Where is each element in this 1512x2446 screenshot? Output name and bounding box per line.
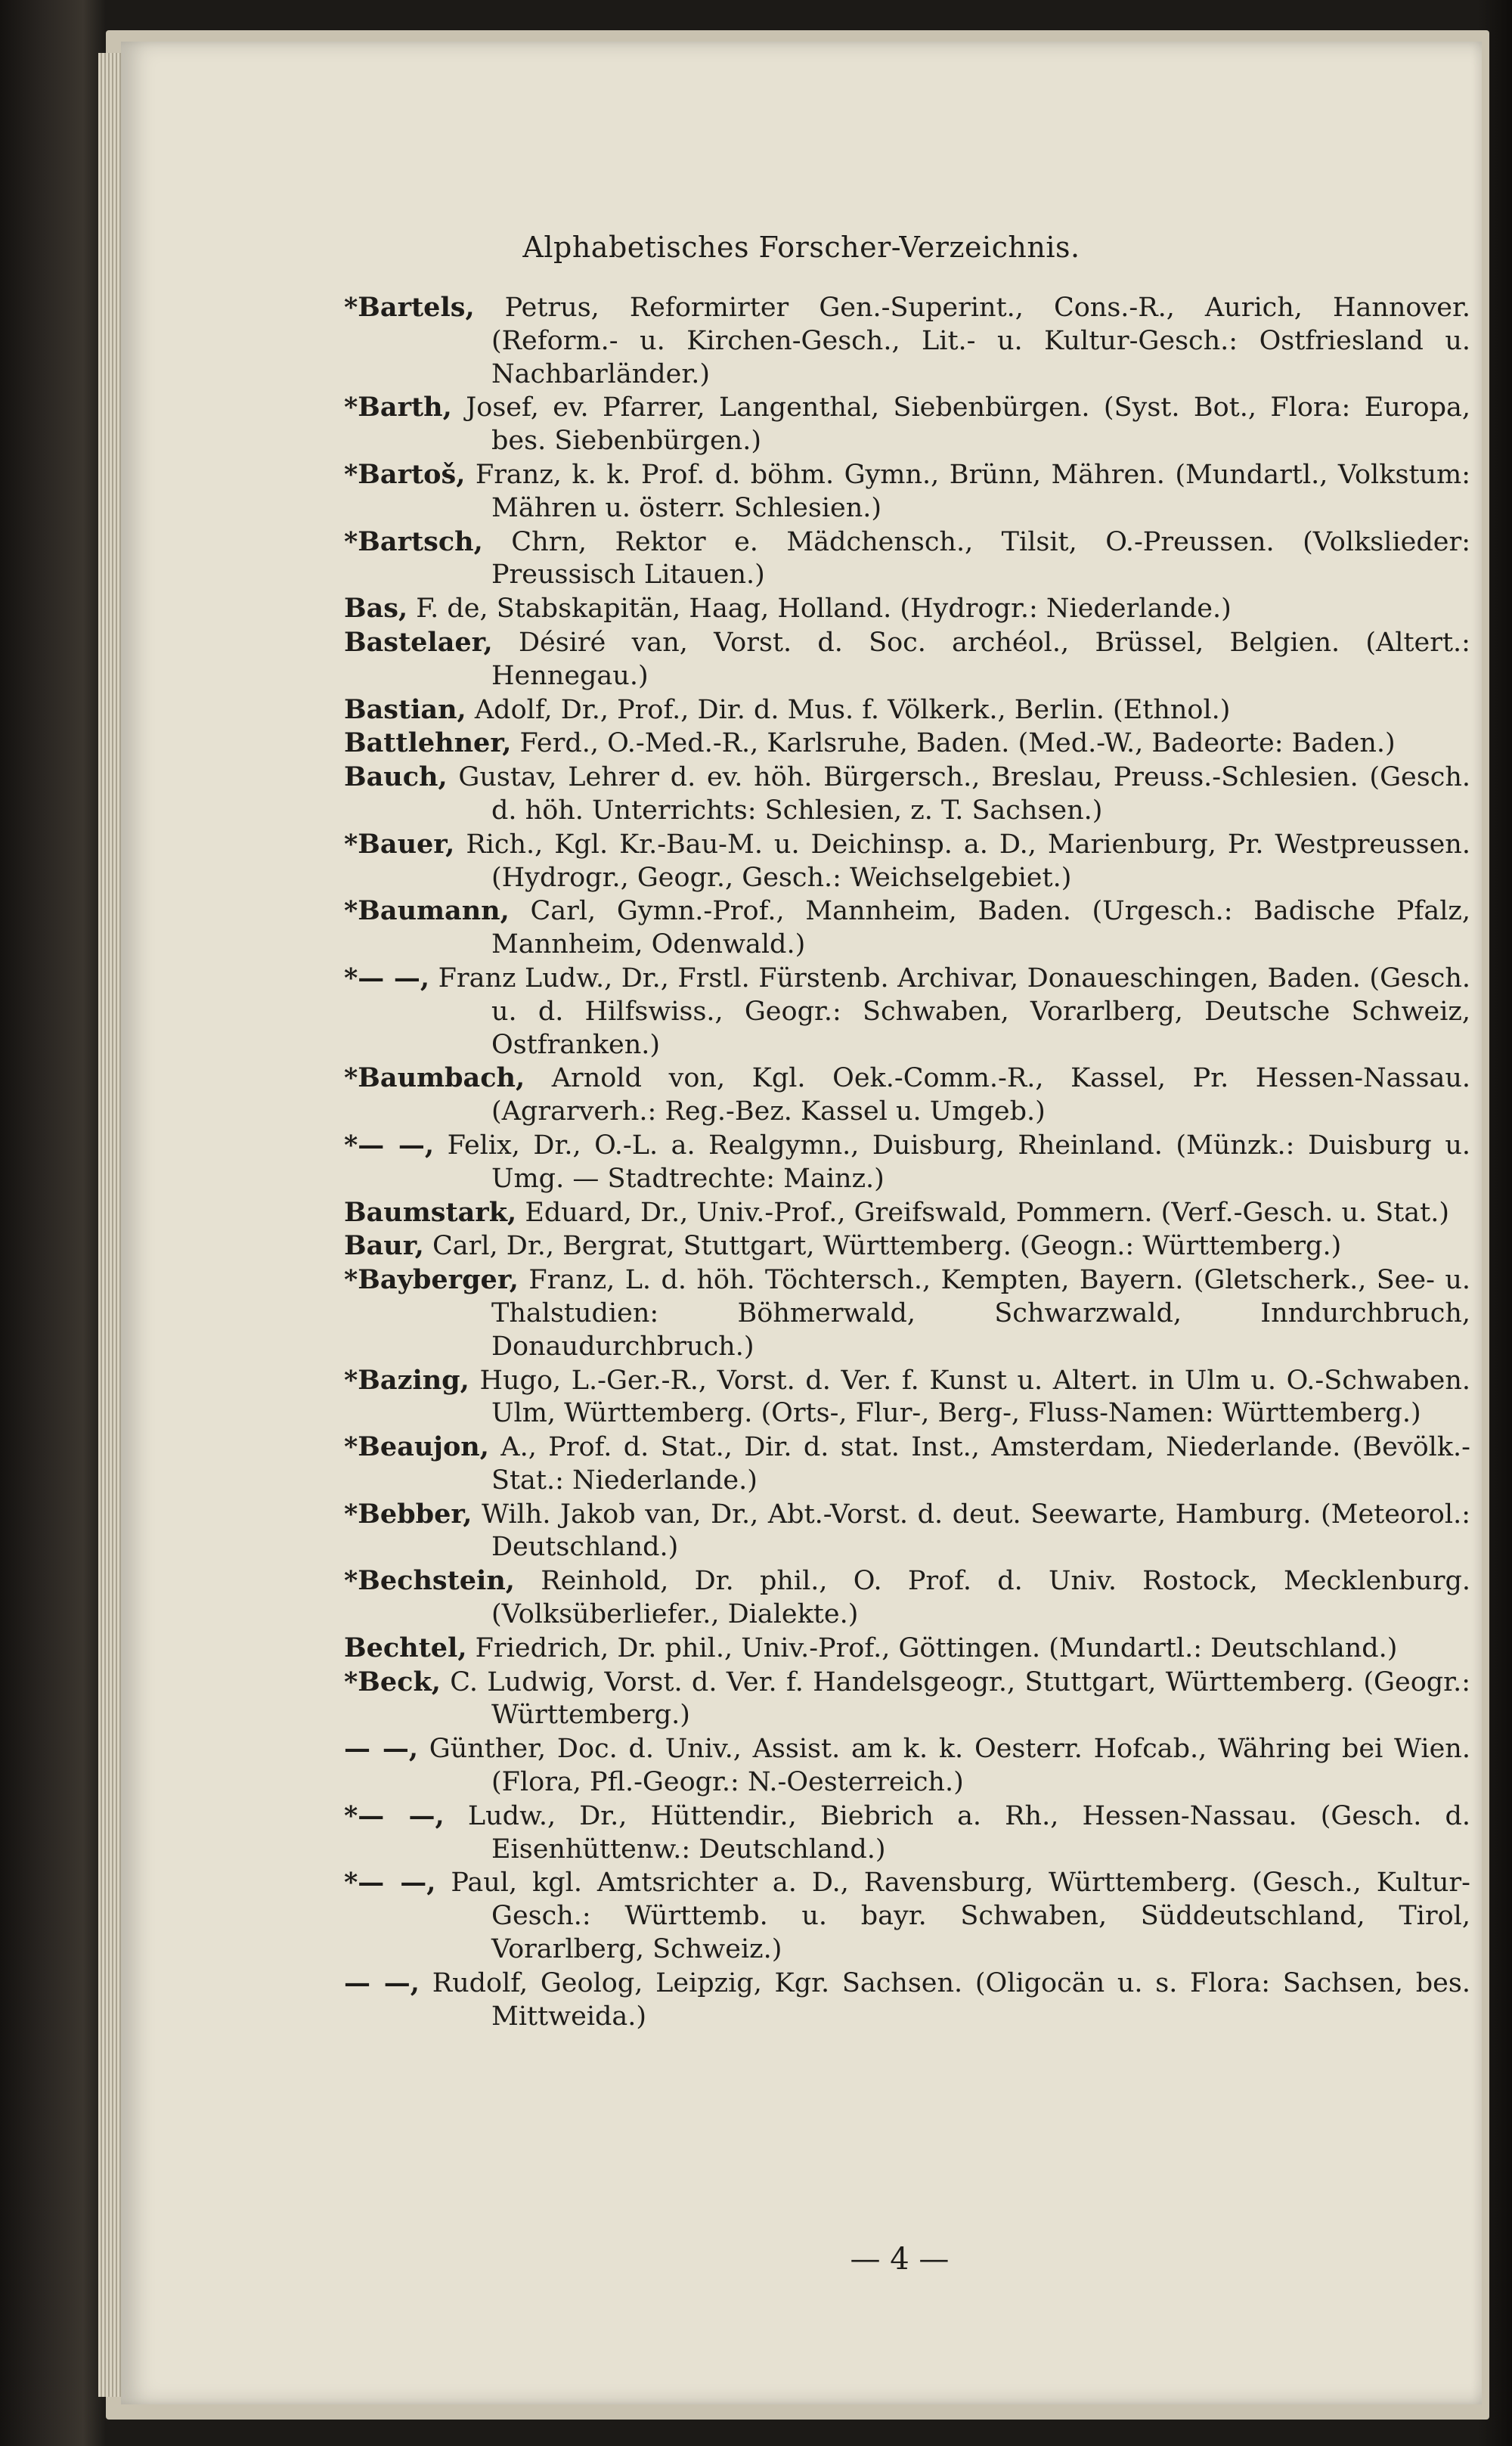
entry-text: Rich., Kgl. Kr.-Bau-M. u. Deichinsp. a. D., Marienburg, Pr. Westpreussen. (Hydrogr., Geogr., Gesch.: Weichselgebiet.) [466,829,1470,893]
entry-name: *— —, [344,1867,436,1899]
list-item [344,828,1470,895]
entry-name: Battlehner, [344,727,512,759]
entry-text: Carl, Gymn.-Prof., Mannheim, Baden. (Urgesch.: Badische Pfalz, Mannheim, Odenwald.) [491,896,1470,960]
list-item [344,1632,1470,1666]
list-item [344,1263,1470,1363]
list-item [344,1564,1470,1632]
page-number: — 4 — [850,2242,950,2277]
entry-list [344,291,1470,2033]
list-item [344,1967,1470,2034]
list-item [344,626,1470,693]
entry-name: Bechtel, [344,1632,467,1663]
entry-name: *Bartsch, [344,525,483,557]
entry-text: Arnold von, Kgl. Oek.-Comm.-R., Kassel, Pr. Hessen-Nassau. (Agrarverh.: Reg.-Bez. Kassel u. Umgeb.) [491,1063,1470,1127]
entry-text: Reinhold, Dr. phil., O. Prof. d. Univ. Rostock, Mecklenburg. (Volksüberliefer., Dialekte.) [491,1566,1470,1630]
entry-text: A., Prof. d. Stat., Dir. d. stat. Inst., Amsterdam, Niederlande. (Bevölk.-Stat.: Niederlande.) [491,1432,1470,1496]
entry-name: Bauch, [344,761,448,793]
entry-text: Petrus, Reformirter Gen.-Superint., Cons.-R., Aurich, Hannover. (Reform.- u. Kirchen-Gesch., Lit.- u. Kultur-Gesch.: Ostfriesland u. Nachbarländer.) [491,293,1470,389]
entry-name: Baur, [344,1230,424,1262]
entry-name: *Bebber, [344,1498,472,1530]
entry-text: Chrn, Rektor e. Mädchensch., Tilsit, O.-Preussen. (Volkslieder: Preussisch Litauen.) [491,526,1470,591]
entry-text: Franz, L. d. höh. Töchtersch., Kempten, Bayern. (Gletscherk., See- u. Thalstudien: Böhmerwald, Schwarzwald, Inndurchbruch, Donaudurchbruch.) [491,1265,1470,1362]
list-item [344,693,1470,727]
entry-text: Günther, Doc. d. Univ., Assist. am k. k. Oesterr. Hofcab., Währing bei Wien. (Flora, Pfl.-Geogr.: N.-Oesterreich.) [429,1734,1470,1798]
list-item [344,1062,1470,1129]
list-item [344,291,1470,391]
page-header: Alphabetisches Forscher-Verzeichnis. [522,231,1080,264]
entry-text: Hugo, L.-Ger.-R., Vorst. d. Ver. f. Kunst u. Altert. in Ulm u. O.-Schwaben. Ulm, Württemberg. (Orts-, Flur-, Berg-, Fluss-Namen: Württemberg.) [479,1365,1470,1429]
list-item [344,592,1470,626]
entry-text: Franz, k. k. Prof. d. böhm. Gymn., Brünn, Mähren. (Mundartl., Volkstum: Mähren u. österr. Schlesien.) [475,459,1470,523]
entry-name: *Beck, [344,1666,441,1697]
list-item [344,458,1470,525]
list-item [344,1196,1470,1230]
entry-text: Carl, Dr., Bergrat, Stuttgart, Württemberg. (Geogn.: Württemberg.) [432,1231,1342,1262]
entry-name: *— —, [344,1800,445,1831]
entry-text: Josef, ev. Pfarrer, Langenthal, Siebenbürgen. (Syst. Bot., Flora: Europa, bes. Siebenbürgen.) [466,392,1470,457]
entry-name: Bastian, [344,693,466,725]
entry-text: Rudolf, Geolog, Leipzig, Kgr. Sachsen. (Oligocän u. s. Flora: Sachsen, bes. Mittweida.) [432,1967,1470,2032]
list-item [344,962,1470,1062]
list-item [344,894,1470,962]
entry-name: *Bechstein, [344,1565,515,1597]
list-item [344,761,1470,828]
list-item [344,525,1470,593]
entry-text: Wilh. Jakob van, Dr., Abt.-Vorst. d. deut. Seewarte, Hamburg. (Meteorol.: Deutschland.) [482,1499,1470,1563]
entry-text: Gustav, Lehrer d. ev. höh. Bürgersch., Breslau, Preuss.-Schlesien. (Gesch. d. höh. Unterrichts: Schlesien, z. T. Sachsen.) [458,762,1470,826]
entry-text: Adolf, Dr., Prof., Dir. d. Mus. f. Völkerk., Berlin. (Ethnol.) [474,694,1231,725]
list-item [344,391,1470,458]
book-page [121,42,1482,2404]
entry-name: *Bauer, [344,828,455,860]
entry-text: Friedrich, Dr. phil., Univ.-Prof., Göttingen. (Mundartl.: Deutschland.) [475,1632,1398,1663]
entry-text: Felix, Dr., O.-L. a. Realgymn., Duisburg, Rheinland. (Münzk.: Duisburg u. Umg. — Stadtrechte: Mainz.) [447,1130,1470,1194]
entry-name: *— —, [344,962,430,994]
list-item [344,1129,1470,1196]
entry-name: *Bazing, [344,1364,469,1396]
entry-text: Eduard, Dr., Univ.-Prof., Greifswald, Pommern. (Verf.-Gesch. u. Stat.) [525,1197,1450,1228]
entry-text: Ludw., Dr., Hüttendir., Biebrich a. Rh., Hessen-Nassau. (Gesch. d. Eisenhüttenw.: Deutschland.) [467,1800,1470,1865]
entry-text: Ferd., O.-Med.-R., Karlsruhe, Baden. (Med.-W., Badeorte: Baden.) [519,728,1396,759]
list-item [344,1666,1470,1733]
entry-name: *Baumann, [344,895,510,927]
list-item [344,1866,1470,1966]
entry-name: *— —, [344,1129,435,1161]
entry-name: — —, [344,1967,420,1998]
entry-text: Désiré van, Vorst. d. Soc. archéol., Brüssel, Belgien. (Altert.: Hennegau.) [491,627,1470,691]
entry-name: *Barth, [344,392,452,423]
entry-name: Baumstark, [344,1196,517,1228]
entry-name: Bastelaer, [344,626,493,658]
entry-name: *Bayberger, [344,1264,519,1296]
entry-name: *Baumbach, [344,1062,525,1094]
entry-name: *Bartoš, [344,458,466,490]
list-item [344,1431,1470,1498]
entry-text: F. de, Stabskapitän, Haag, Holland. (Hydrogr.: Niederlande.) [416,594,1232,625]
list-item [344,1732,1470,1800]
entry-text: C. Ludwig, Vorst. d. Ver. f. Handelsgeogr., Stuttgart, Württemberg. (Geogr.: Württemberg.) [450,1666,1470,1731]
list-item [344,1229,1470,1263]
entry-text: Franz Ludw., Dr., Frstl. Fürstenb. Archivar, Donaueschingen, Baden. (Gesch. u. d. Hilfswiss., Geogr.: Schwaben, Vorarlberg, Deutsche Schweiz, Ostfranken.) [438,963,1470,1060]
entry-name: *Bartels, [344,292,475,323]
list-item [344,1364,1470,1431]
entry-name: *Beaujon, [344,1431,489,1463]
entry-text: Paul, kgl. Amtsrichter a. D., Ravensburg, Württemberg. (Gesch., Kultur-Gesch.: Württemb. u. bayr. Schwaben, Süddeutschland, Tirol, Vorarlberg, Schweiz.) [451,1868,1470,1965]
list-item [344,1498,1470,1565]
list-item [344,727,1470,761]
list-item [344,1800,1470,1867]
entry-name: — —, [344,1733,418,1765]
entry-name: Bas, [344,593,408,625]
